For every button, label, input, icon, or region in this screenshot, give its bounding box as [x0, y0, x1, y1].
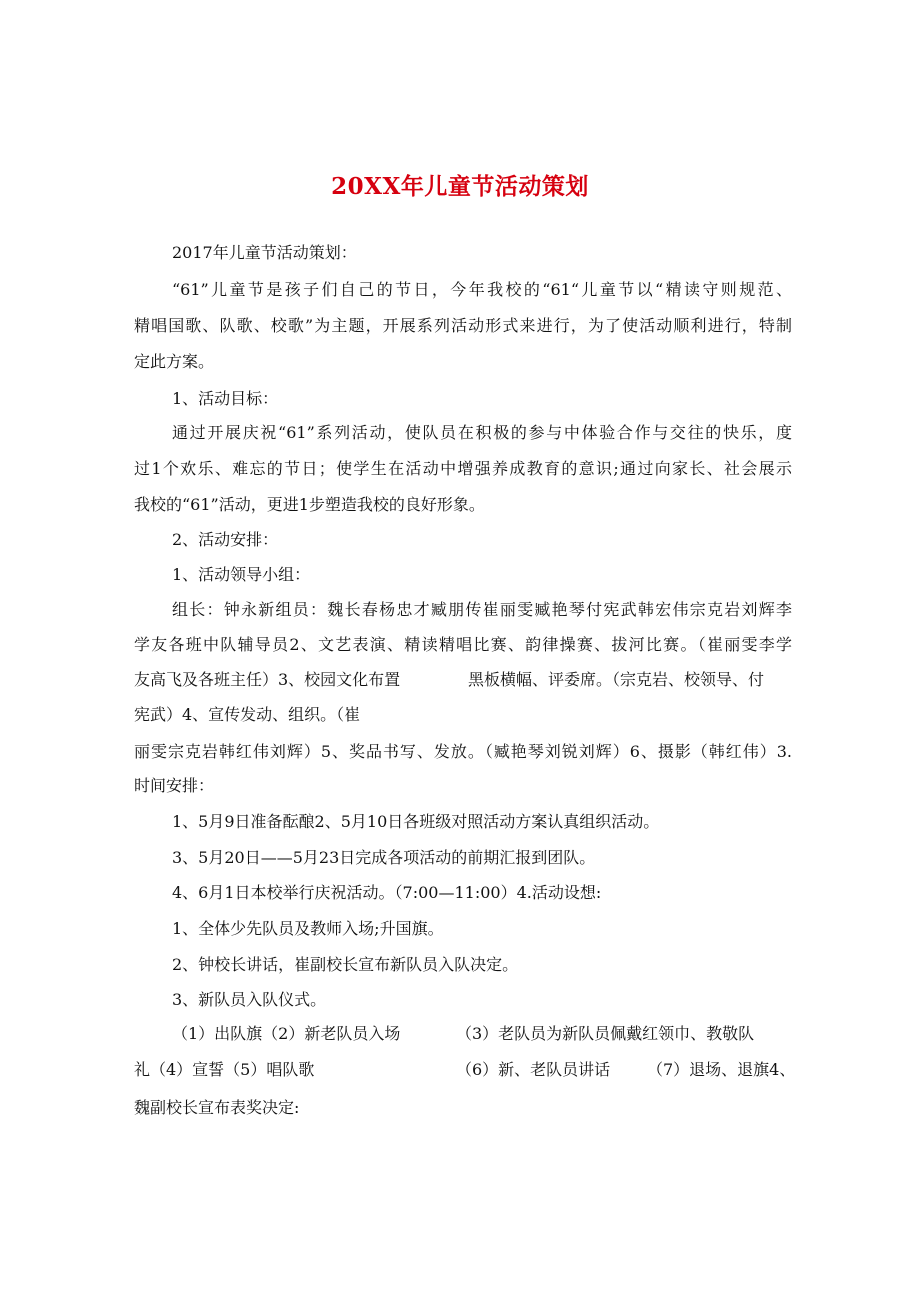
text-line: 黑板横幅、评委席。（宗克岩、校领导、付 [468, 670, 765, 689]
text-line: 丽雯宗克岩韩红伟刘辉）5、奖品书写、发放。（臧艳琴刘锐刘辉）6、摄影（韩红伟）3. [134, 742, 792, 761]
text-line: 2、钟校长讲话，崔副校长宣布新队员入队决定。 [172, 955, 519, 974]
text-line: 学友各班中队辅导员2、文艺表演、精读精唱比赛、韵律操赛、拔河比赛。（崔丽雯李学 [134, 635, 792, 654]
text-line: 4、6月1日本校举行庆祝活动。（7:00—11:00）4.活动设想: [172, 883, 602, 902]
text-line: 1、活动目标： [172, 389, 279, 408]
text-line: 定此方案。 [134, 352, 215, 371]
text-line: （3）老队员为新队员佩戴红领巾、教敬队 [456, 1024, 755, 1043]
document-title: 20XX年儿童节活动策划 [331, 173, 589, 200]
text-line: 友高飞及各班主任）3、校园文化布置 [134, 670, 401, 689]
text-line: “61”儿童节是孩子们自己的节日，今年我校的“61“儿童节以“精读守则规范、 [172, 280, 792, 299]
text-line: （6）新、老队员讲话 [456, 1060, 611, 1079]
text-line: 精唱国歌、队歌、校歌”为主题，开展系列活动形式来进行，为了使活动顺利进行，特制 [134, 316, 792, 335]
text-line: 时间安排： [134, 776, 215, 795]
text-line: 3、新队员入队仪式。 [172, 990, 327, 1009]
text-line: 3、5月20日——5月23日完成各项活动的前期汇报到团队。 [172, 848, 596, 867]
text-line: 礼（4）宣誓（5）唱队歌 [134, 1060, 315, 1079]
text-line: 组长：钟永新组员：魏长春杨忠才臧朋传崔丽雯臧艳琴付宪武韩宏伟宗克岩刘辉李 [172, 600, 792, 619]
text-line: （1）出队旗（2）新老队员入场 [172, 1024, 401, 1043]
text-line: 魏副校长宣布表奖决定: [134, 1098, 300, 1117]
text-line: 1、5月9日准备酝酿2、5月10日各班级对照活动方案认真组织活动。 [172, 812, 660, 831]
text-line: 2、活动安排： [172, 530, 279, 549]
text-line: （7）退场、退旗4、 [647, 1060, 796, 1079]
text-line: 我校的“61”活动，更进1步塑造我校的良好形象。 [134, 495, 485, 514]
text-line: 2017年儿童节活动策划： [172, 243, 357, 262]
text-line: 宪武）4、宣传发动、组织。（崔 [134, 705, 361, 724]
text-line: 1、活动领导小组： [172, 565, 311, 584]
text-line: 通过开展庆祝“61”系列活动，使队员在积极的参与中体验合作与交往的快乐，度 [172, 423, 792, 442]
text-line: 1、全体少先队员及教师入场;升国旗。 [172, 919, 444, 938]
text-line: 过1个欢乐、难忘的节日；使学生在活动中增强养成教育的意识;通过向家长、社会展示 [134, 459, 792, 478]
